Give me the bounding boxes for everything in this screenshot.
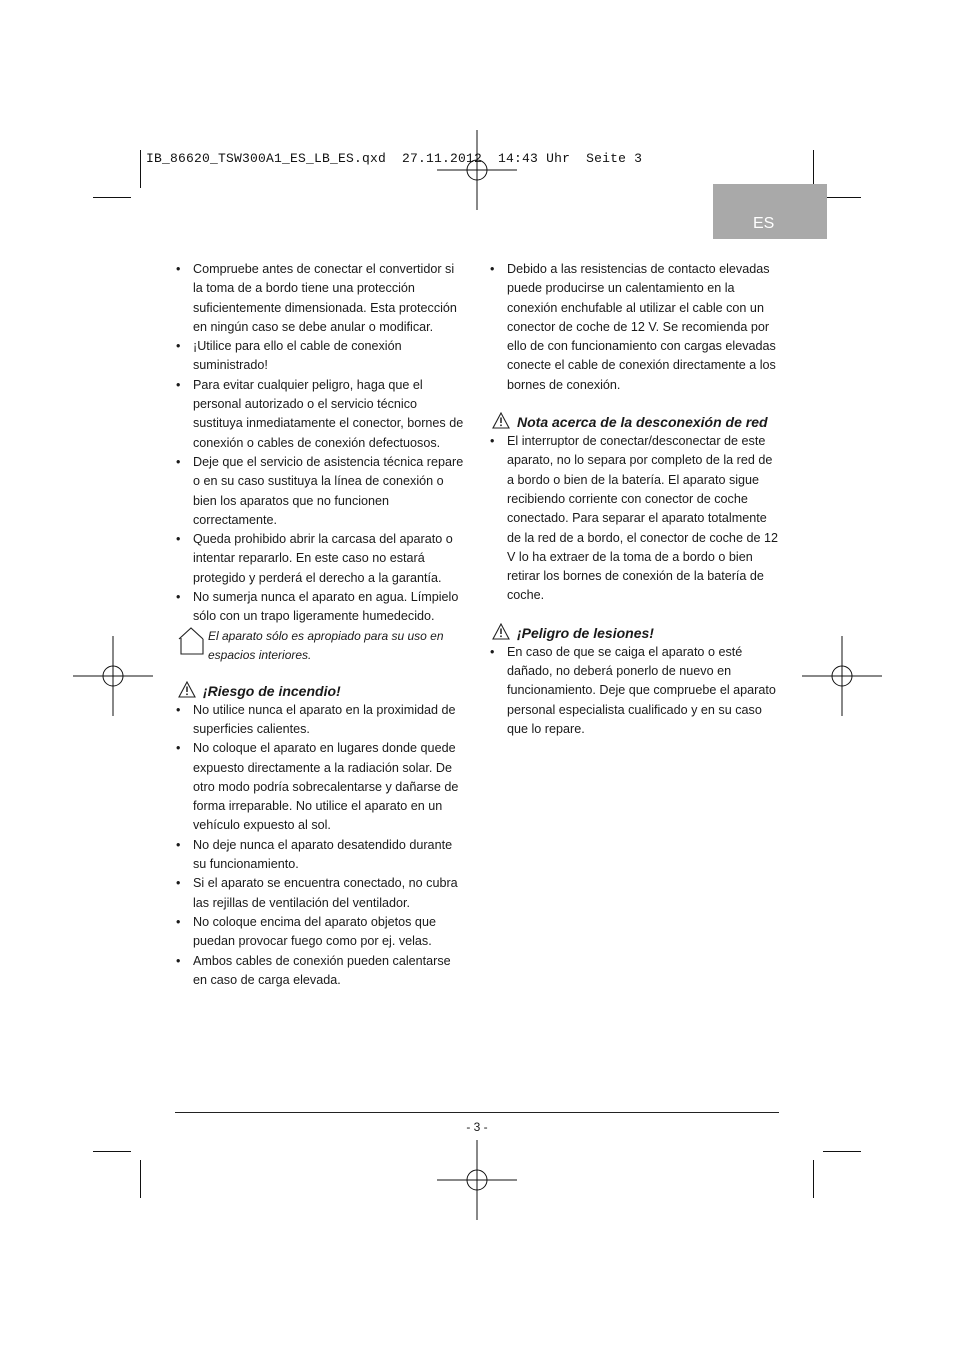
- page-number: - 3 -: [466, 1120, 488, 1134]
- right-column: [489, 260, 781, 739]
- list-item: • El interruptor de conectar/desconectar de este aparato, no lo separa por completo de la red de a bordo o bien de la batería. El aparato sigue recibiendo corriente con conector de coche conectado. Para separar el aparato totalmente de la red de a bordo, el conector de coche de 12 V lo ha extraer de la toma de a bordo o bien retirar los bornes de conexión de la batería de coche.: [489, 432, 781, 606]
- warning-triangle-icon: [492, 412, 510, 429]
- list-item: • No utilice nunca el aparato en la proximidad de superficies calientes.: [175, 701, 467, 740]
- injury-danger-heading: [489, 623, 781, 643]
- registration-mark-bottom: [437, 1140, 517, 1220]
- list-item: • Ambos cables de conexión pueden calentarse en caso de carga elevada.: [175, 952, 467, 991]
- network-disconnect-heading: [489, 412, 781, 432]
- registration-mark-top: [437, 130, 517, 210]
- list-item: • Debido a las resistencias de contacto elevadas puede producirse un calentamiento en la conexión enchufable al utilizar el cable con un conector de coche de 12 V. Se recomienda por ello de con funcionamiento con cargas elevadas conecte el cable de conexión directamente a los bornes de conexión.: [489, 260, 781, 395]
- list-item: • No coloque encima del aparato objetos que puedan provocar fuego como por ej. velas.: [175, 913, 467, 952]
- network-disconnect-list: [489, 432, 781, 606]
- warning-triangle-icon: [492, 623, 510, 640]
- registration-mark-left: [73, 636, 153, 716]
- left-column: [175, 260, 467, 990]
- warning-triangle-icon: [178, 681, 196, 698]
- fire-risk-heading-text: ¡Riesgo de incendio!: [203, 682, 341, 699]
- contact-resistance-list: [489, 260, 781, 395]
- list-item: • Si el aparato se encuentra conectado, no cubra las rejillas de ventilación del ventilador.: [175, 874, 467, 913]
- list-item: • Compruebe antes de conectar el convertidor si la toma de a bordo tiene una protección suficientemente dimensionada. Esta protección en ningún caso se debe anular o modificar.: [175, 260, 467, 337]
- injury-danger-list: [489, 643, 781, 739]
- fire-risk-list: [175, 701, 467, 990]
- list-item: • No coloque el aparato en lugares donde quede expuesto directamente a la radiación solar. De otro modo podría sobrecalentarse y dañarse de forma irreparable. No utilice el aparato en un vehículo expuesto al sol.: [175, 739, 467, 835]
- language-tab: [713, 184, 827, 239]
- list-item: • Queda prohibido abrir la carcasa del aparato o intentar repararlo. En este caso no estará protegido y perderá el derecho a la garantía.: [175, 530, 467, 588]
- network-disconnect-heading-text: Nota acerca de la desconexión de red: [517, 414, 768, 431]
- list-item: • ¡Utilice para ello el cable de conexión suministrado!: [175, 337, 467, 376]
- print-slug: IB_86620_TSW300A1_ES_LB_ES.qxd 27.11.2012 14:43 Uhr Seite 3: [146, 151, 643, 166]
- indoor-use-note-text: El aparato sólo es apropiado para su uso en espacios interiores.: [208, 628, 444, 662]
- footer-rule: [175, 1112, 779, 1113]
- indoor-use-note: [175, 627, 467, 665]
- list-item: • No deje nunca el aparato desatendido durante su funcionamiento.: [175, 836, 467, 875]
- list-item: • Deje que el servicio de asistencia técnica repare o en su caso sustituya la línea de conexión o bien los aparatos que no funcionen correctamente.: [175, 453, 467, 530]
- list-item: • Para evitar cualquier peligro, haga que el personal autorizado o el servicio técnico sustituya inmediatamente el conector, bornes de conexión o cables de conexión defectuosos.: [175, 376, 467, 453]
- list-item: • No sumerja nunca el aparato en agua. Límpielo sólo con un trapo ligeramente humedecido.: [175, 588, 467, 627]
- list-item: • En caso de que se caiga el aparato o esté dañado, no deberá ponerlo de nuevo en funcionamiento. Deje que compruebe el aparato personal especialista cualificado y en su caso que lo repare.: [489, 643, 781, 739]
- house-icon: [178, 627, 204, 655]
- fire-risk-heading: [175, 681, 467, 701]
- injury-danger-heading-text: ¡Peligro de lesiones!: [517, 624, 654, 641]
- language-tab-label: ES: [753, 215, 775, 232]
- registration-mark-right: [802, 636, 882, 716]
- safety-list-general: [175, 260, 467, 627]
